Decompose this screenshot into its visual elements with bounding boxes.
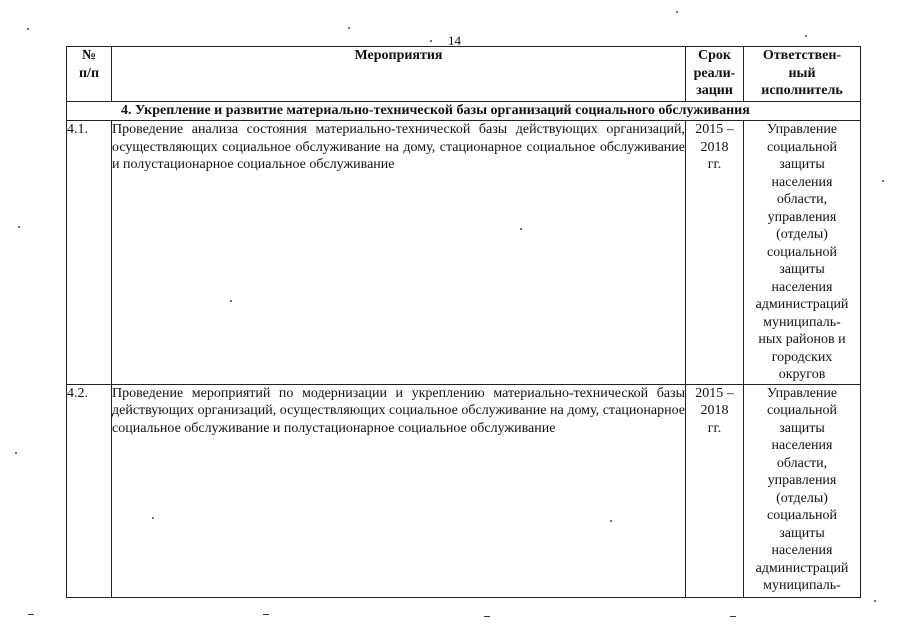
- row-responsible-line: Управление: [766, 122, 838, 137]
- row-responsible-line: (отделы): [776, 227, 828, 242]
- row-responsible-line: администраций: [755, 297, 849, 312]
- scan-speck: [230, 300, 232, 302]
- header-num-line: №: [81, 48, 97, 63]
- row-term-line: 2015 –: [695, 122, 734, 137]
- header-responsible-line: исполнитель: [761, 83, 843, 98]
- section-row: [67, 102, 861, 121]
- table-row: [67, 384, 861, 597]
- row-responsible: [744, 121, 861, 385]
- row-responsible-line: социальной: [767, 139, 837, 155]
- row-term-line: гг.: [707, 420, 722, 436]
- header-num: [67, 47, 112, 102]
- scan-mark: [484, 616, 490, 617]
- row-term-line: 2018: [700, 403, 729, 418]
- header-term-line: Срок: [698, 48, 731, 63]
- row-term: [686, 384, 744, 597]
- row-responsible-line: управления: [767, 473, 837, 488]
- row-number: 4.1.: [67, 121, 112, 385]
- row-activity-text: Проведение анализа состояния материально-технической базы действующих организаций, осуществляющих социальное обслуживание на дому, стационарное социальное обслуживание и полустационарное социальное обслуживание: [112, 122, 685, 172]
- row-responsible-line: муниципаль-: [763, 578, 841, 593]
- scan-speck: [805, 35, 807, 37]
- scan-mark: [730, 616, 736, 617]
- scan-speck: [520, 228, 522, 230]
- row-responsible-line: населения: [771, 438, 833, 453]
- row-responsible-line: социальной: [767, 508, 837, 523]
- row-activity: [112, 384, 686, 597]
- row-responsible-line: населения: [771, 174, 833, 190]
- row-responsible-line: городских: [771, 349, 833, 365]
- header-activity: Мероприятия: [112, 47, 686, 102]
- activities-table: [66, 46, 861, 598]
- row-term-line: 2018: [700, 139, 729, 155]
- row-responsible-line: населения: [771, 279, 833, 295]
- row-responsible-line: муниципаль-: [763, 314, 841, 330]
- row-responsible-line: округов: [778, 367, 826, 382]
- header-responsible-line: ный: [788, 65, 816, 81]
- scan-speck: [152, 517, 154, 519]
- scan-speck: [610, 520, 612, 522]
- header-num-line: п/п: [78, 65, 100, 81]
- header-responsible-line: Ответствен-: [762, 48, 842, 63]
- table-header-row: [67, 47, 861, 102]
- row-responsible-line: администраций: [755, 560, 849, 576]
- row-responsible-line: ных районов и: [758, 332, 846, 347]
- scan-speck: [15, 452, 17, 454]
- scan-speck: [676, 11, 678, 13]
- row-responsible-line: защиты: [779, 525, 825, 541]
- row-activity-text: Проведение мероприятий по модернизации и укреплению материально-технической базы действующих организаций, осуществляющих социальное обслуживание на дому, стационарное социальное обслуживание и полустационарное социальное обслуживание: [112, 385, 685, 436]
- row-responsible: [744, 384, 861, 597]
- row-activity: [112, 121, 686, 385]
- row-responsible-line: социальной: [767, 244, 837, 260]
- page-number: 14: [448, 33, 461, 48]
- header-term-line: зации: [696, 83, 733, 98]
- scan-speck: [348, 27, 350, 29]
- header-responsible: [744, 47, 861, 102]
- row-responsible-line: Управление: [766, 385, 838, 401]
- row-responsible-line: области,: [776, 192, 828, 207]
- row-term-line: гг.: [707, 157, 722, 172]
- table-row: [67, 121, 861, 385]
- scan-speck: [430, 40, 432, 42]
- section-title: 4. Укрепление и развитие материально-технической базы организаций социального обслуживания: [67, 102, 861, 121]
- row-responsible-line: области,: [776, 455, 828, 471]
- scan-speck: [882, 180, 884, 182]
- row-responsible-line: защиты: [779, 262, 825, 277]
- scan-mark: [263, 614, 269, 615]
- row-responsible-line: (отделы): [776, 490, 828, 506]
- scan-mark: [28, 614, 34, 615]
- row-responsible-line: населения: [771, 543, 833, 558]
- row-responsible-line: социальной: [767, 403, 837, 418]
- scan-speck: [18, 226, 20, 228]
- row-number: 4.2.: [67, 384, 112, 597]
- row-responsible-line: защиты: [779, 420, 825, 436]
- row-term: [686, 121, 744, 385]
- header-term: [686, 47, 744, 102]
- header-term-line: реали-: [693, 65, 736, 81]
- scan-speck: [27, 28, 29, 30]
- row-responsible-line: защиты: [779, 157, 825, 172]
- row-term-line: 2015 –: [695, 385, 734, 401]
- row-responsible-line: управления: [767, 209, 837, 225]
- scan-speck: [874, 600, 876, 602]
